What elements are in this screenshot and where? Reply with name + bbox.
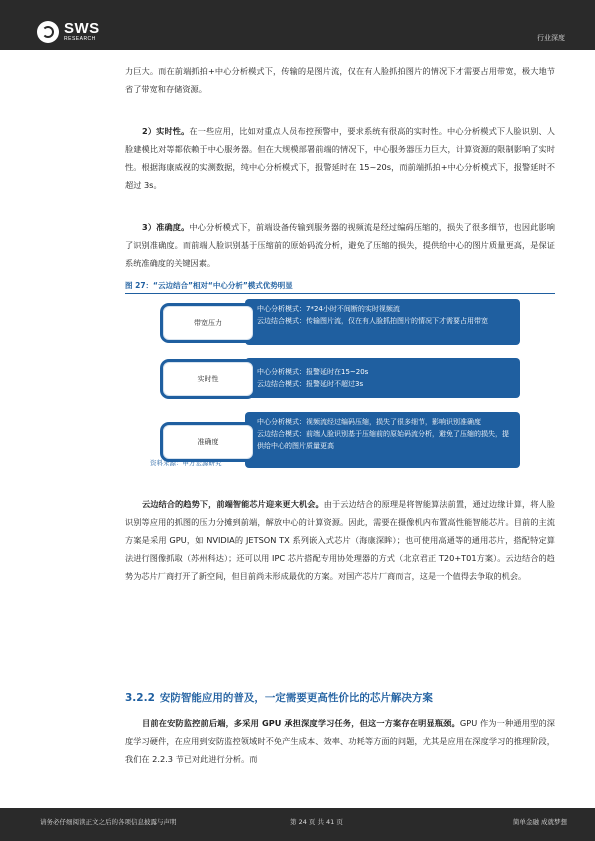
section-heading [125,690,555,705]
logo-text: SWS [64,20,100,37]
paragraph-5-heading: 目前在安防监控前后端，多采用 GPU 承担深度学习任务，但这一方案存在明显瓶颈。 [142,718,460,728]
paragraph-2-heading: 2）实时性。 [142,126,190,136]
footer-page-number: 第 24 页 共 41 页 [290,818,343,826]
paragraph-1: 力巨大。而在前端抓拍+中心分析模式下，传输的是图片流，仅在有人脸抓拍图片的情况下才需要占用带宽，极大地节省了带宽和存储资源。 [125,66,555,94]
row-desc-bandwidth: 中心分析模式：7*24小时不间断的实时视频流 云边结合模式：传输图片流，仅在有人脸抓拍图片的情况下才需要占用带宽 [245,299,520,345]
logo-subtext: RESEARCH [64,36,96,42]
paragraph-5 [125,714,555,768]
figure-title: 图 27：“云边结合”相对“中心分析”模式优势明显 [125,280,555,294]
paragraph-3-heading: 3）准确度。 [142,222,190,232]
row-label-realtime: 实时性 [163,362,253,396]
row-desc-accuracy: 中心分析模式：视频流经过编码压缩，损失了很多细节，影响识别准确度 云边结合模式：前端人脸识别基于压缩前的原始码流分析，避免了压缩的损失，提供给中心的图片质量更高 [245,412,520,468]
paragraph-4-heading: 云边结合的趋势下，前端智能芯片迎来更大机会。 [142,499,324,509]
report-type-tag: 行业深度 [537,34,565,42]
row-desc-realtime: 中心分析模式：报警延时在15~20s 云边结合模式：报警延时不超过3s [245,358,520,398]
section-title: 安防智能应用的普及，一定需要更高性价比的芯片解决方案 [159,692,433,704]
page-header [0,0,595,50]
paragraph-3-text: 中心分析模式下，前端设备传输到服务器的视频流是经过编码压缩的，损失了很多细节，也因此影响了识别准确度。而前端人脸识别基于压缩前的原始码流分析，避免了压缩的损失，提供给中心的图片质量更高，是保证系统准确度的关键因素。 [125,222,555,268]
figure-27 [150,295,530,470]
paragraph-2-text: 在一些应用，比如对重点人员布控预警中，要求系统有很高的实时性。中心分析模式下人脸识别、人脸建模比对等都依赖于中心服务器。但在大规模部署前端的情况下，中心服务器压力巨大，计算资源的限制影响了实时性。根据海康威视的实测数据，纯中心分析模式下，报警延时在 15~20s，而前端抓拍+中心分析模式下，报警延时不超过 3s。 [125,126,555,190]
paragraph-4-text: 由于云边结合的原理是将智能算法前置，通过边缘计算，将人脸识别等应用的抓图的压力分摊到前端，解放中心的计算资源。因此，需要在摄像机内布置高性能智能芯片。目前的主流方案是采用 GPU，如 NVIDIA的 JETSON TX 系列嵌入式芯片（海康深眸）；也可使用高通等的通用芯片，搭配特定算法进行图像抓取（苏州科达）；还可以用 IPC 芯片搭配专用协处理器的方式（北京君正 T20+T01方案）。云边结合的趋势为芯片厂商打开了新空间，但目前尚未形成最优的方案。对国产芯片厂商而言，这是一个值得去争取的机会。 [125,499,555,581]
footer-slogan: 简单金融 成就梦想 [512,818,567,826]
section-number: 3.2.2 [125,692,155,704]
paragraph-3 [125,218,555,272]
footer-disclaimer: 请务必仔细阅读正文之后的各项信息披露与声明 [40,818,177,826]
logo-icon [37,21,59,43]
row-label-bandwidth: 带宽压力 [163,306,253,340]
paragraph-5-text: GPU 作为一种通用型的深度学习硬件，在应用到安防监控领域时不免产生成本、效率、功耗等方面的问题，尤其是应用在深度学习的推理阶段，我们在 2.2.3 节已对此进行分析。而 [125,718,555,764]
paragraph-2 [125,122,555,194]
row-label-accuracy: 准确度 [163,425,253,459]
page-footer [0,808,595,841]
paragraph-4 [125,495,555,585]
sws-logo [37,20,137,44]
figure-source: 资料来源：申万宏源研究 [150,459,222,467]
